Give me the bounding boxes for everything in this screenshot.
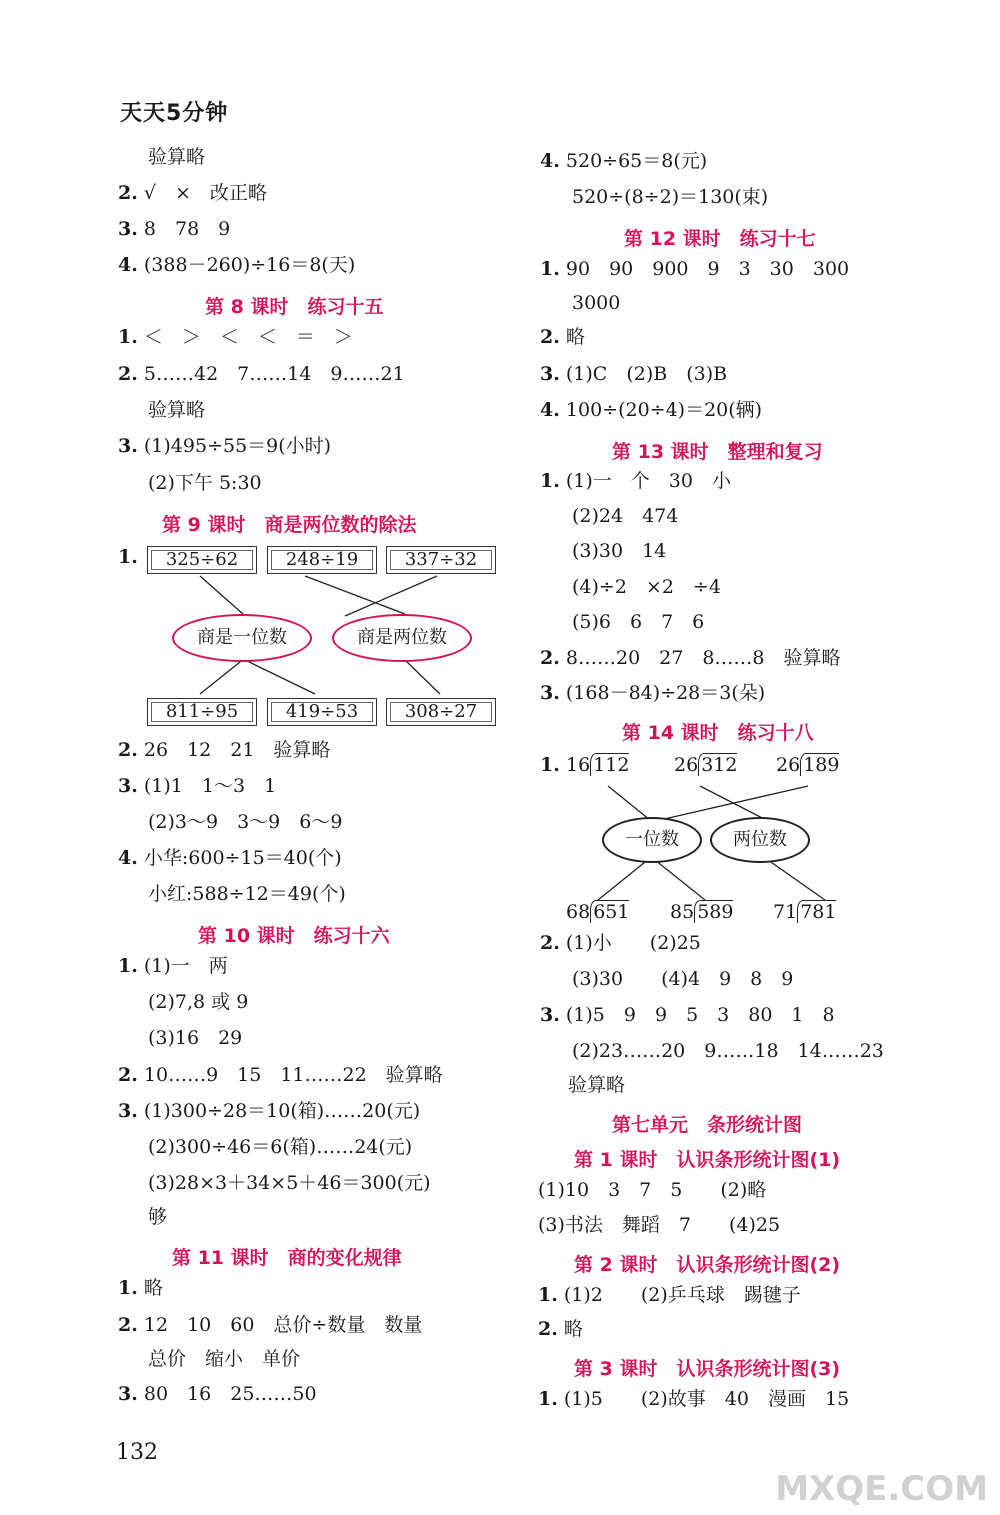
answer-line: (3)16 29 bbox=[148, 1027, 243, 1049]
answer-text: ＜ ＞ ＜ ＜ ＝ ＞ bbox=[143, 326, 353, 348]
item-number: 1. bbox=[118, 1277, 138, 1299]
answer-text: (1)300÷28＝10(箱)……20(元) bbox=[143, 1100, 421, 1122]
lesson-heading: 第 3 课时 认识条形统计图(3) bbox=[574, 1358, 841, 1380]
expression-box: 811÷95 bbox=[147, 698, 257, 726]
item-number: 3. bbox=[118, 1100, 138, 1122]
answer-text: (1)495÷55＝9(小时) bbox=[143, 435, 332, 457]
expression-box: 308÷27 bbox=[386, 698, 496, 726]
item-number: 3. bbox=[118, 1383, 138, 1405]
answer-line: (2)3～9 3～9 6～9 bbox=[148, 811, 343, 833]
lesson-heading: 第 12 课时 练习十七 bbox=[624, 228, 816, 250]
item-number: 3. bbox=[540, 363, 560, 385]
answer-line: 够 bbox=[148, 1206, 168, 1228]
item-number: 2. bbox=[540, 326, 560, 348]
answer-line: (5)6 6 7 6 bbox=[572, 611, 705, 633]
expression-box: 325÷62 bbox=[147, 546, 257, 574]
item-number: 3. bbox=[540, 682, 560, 704]
answer-line bbox=[540, 934, 701, 953]
answer-line: (4)÷2 ×2 ÷4 bbox=[572, 576, 721, 598]
item-number: 2. bbox=[540, 647, 560, 669]
lesson-heading: 第 1 课时 认识条形统计图(1) bbox=[574, 1149, 841, 1171]
divisor: 85 bbox=[670, 901, 695, 923]
divisor: 71 bbox=[773, 901, 798, 923]
answer-text: 12 10 60 总价÷数量 数量 bbox=[143, 1314, 423, 1336]
unit-heading: 第七单元 条形统计图 bbox=[612, 1114, 803, 1136]
answer-line: (3)30 (4)4 9 8 9 bbox=[572, 968, 794, 990]
dividend: 312 bbox=[698, 753, 737, 776]
dividend: 781 bbox=[797, 900, 836, 923]
answer-text: (1)5 9 9 5 3 80 1 8 bbox=[565, 1004, 835, 1026]
answer-line: 验算略 bbox=[148, 399, 206, 421]
answer-line: (1)10 3 7 5 (2)略 bbox=[538, 1179, 767, 1201]
category-oval: 一位数 bbox=[602, 817, 702, 863]
answer-line bbox=[538, 1286, 801, 1305]
item-number: 3. bbox=[118, 218, 138, 240]
category-oval: 两位数 bbox=[710, 817, 810, 863]
item-number: 1. bbox=[118, 955, 138, 977]
item-number: 2. bbox=[540, 932, 560, 954]
item-number: 2. bbox=[118, 739, 138, 761]
answer-text: 略 bbox=[143, 1277, 163, 1299]
divisor: 68 bbox=[566, 901, 591, 923]
answer-text: (1)小 (2)25 bbox=[565, 932, 701, 954]
dividend: 189 bbox=[800, 753, 839, 776]
item-number: 1. bbox=[540, 754, 560, 776]
item-number: 2. bbox=[118, 1314, 138, 1336]
answer-line: 验算略 bbox=[568, 1074, 626, 1096]
item-number: 2. bbox=[118, 182, 138, 204]
answer-text: 小华:600÷15＝40(个) bbox=[143, 847, 342, 869]
answer-line bbox=[538, 1320, 583, 1339]
expression-box: 248÷19 bbox=[267, 546, 377, 574]
answer-text: (1)一 个 30 小 bbox=[565, 470, 731, 492]
long-division bbox=[773, 901, 836, 923]
divisor: 26 bbox=[776, 754, 801, 776]
dividend: 651 bbox=[590, 900, 629, 923]
answer-text: 100÷(20÷4)＝20(辆) bbox=[565, 399, 763, 421]
item-number: 4. bbox=[118, 847, 138, 869]
answer-text: 5……42 7……14 9……21 bbox=[143, 363, 405, 385]
answer-line: 3000 bbox=[572, 292, 621, 314]
answer-text: 80 16 25……50 bbox=[143, 1383, 317, 1405]
answer-line: (3)30 14 bbox=[572, 540, 667, 562]
item-number: 3. bbox=[540, 1004, 560, 1026]
answer-line: (3)28×3＋34×5＋46＝300(元) bbox=[148, 1172, 431, 1194]
answer-text: 10……9 15 11……22 验算略 bbox=[143, 1064, 443, 1086]
item-number: 2. bbox=[118, 363, 138, 385]
answer-text: √ × 改正略 bbox=[143, 182, 267, 204]
answer-text: 略 bbox=[563, 1318, 583, 1340]
category-oval: 商是两位数 bbox=[332, 614, 472, 662]
answer-line: (2)7,8 或 9 bbox=[148, 991, 249, 1013]
answer-text: 520÷65＝8(元) bbox=[565, 150, 708, 172]
answer-text: 26 12 21 验算略 bbox=[143, 739, 331, 761]
item-number: 1. bbox=[538, 1284, 558, 1306]
item-number: 3. bbox=[118, 775, 138, 797]
page-header-title: 天天5分钟 bbox=[120, 101, 229, 126]
answer-line bbox=[538, 1390, 849, 1409]
answer-text: 略 bbox=[565, 326, 585, 348]
answer-text: 8 78 9 bbox=[143, 218, 231, 240]
answer-line: (2)300÷46＝6(箱)……24(元) bbox=[148, 1136, 413, 1158]
item-number: 1. bbox=[538, 1388, 558, 1410]
answer-text: (1)C (2)B (3)B bbox=[565, 363, 728, 385]
dividend: 589 bbox=[694, 900, 733, 923]
divisor: 16 bbox=[566, 754, 591, 776]
answer-line bbox=[540, 1006, 835, 1025]
lesson-heading: 第 11 课时 商的变化规律 bbox=[172, 1247, 402, 1269]
answer-line: (3)书法 舞蹈 7 (4)25 bbox=[538, 1214, 781, 1236]
lesson-heading: 第 13 课时 整理和复习 bbox=[612, 441, 823, 463]
category-oval: 商是一位数 bbox=[172, 614, 312, 662]
answer-text: 8……20 27 8……8 验算略 bbox=[565, 647, 841, 669]
watermark-logo: MXQE.COM bbox=[775, 1469, 988, 1509]
answer-line: 验算略 bbox=[148, 146, 206, 168]
lesson-heading: 第 2 课时 认识条形统计图(2) bbox=[574, 1254, 841, 1276]
item-number: 2. bbox=[538, 1318, 558, 1340]
answer-text: (168－84)÷28＝3(朵) bbox=[565, 682, 766, 704]
item-number: 1. bbox=[540, 470, 560, 492]
item-number: 1. bbox=[118, 546, 138, 568]
item-number: 1. bbox=[540, 258, 560, 280]
answer-line: (2)下午 5:30 bbox=[148, 472, 262, 494]
lesson-heading: 第 14 课时 练习十八 bbox=[622, 722, 814, 744]
item-number: 4. bbox=[118, 254, 138, 276]
long-division bbox=[566, 901, 629, 923]
answer-line: 520÷(8÷2)＝130(束) bbox=[572, 186, 769, 208]
expression-box: 337÷32 bbox=[386, 546, 496, 574]
lesson-heading: 第 10 课时 练习十六 bbox=[198, 925, 390, 947]
answer-line: (2)24 474 bbox=[572, 505, 679, 527]
answer-text: (388－260)÷16＝8(天) bbox=[143, 254, 356, 276]
lesson-heading: 第 9 课时 商是两位数的除法 bbox=[162, 514, 417, 536]
answer-text: 90 90 900 9 3 30 300 bbox=[565, 258, 850, 280]
item-number: 3. bbox=[118, 435, 138, 457]
page-number: 132 bbox=[116, 1440, 158, 1465]
answer-line: (2)23……20 9……18 14……23 bbox=[572, 1040, 884, 1062]
answer-line: 总价 缩小 单价 bbox=[148, 1348, 301, 1370]
answer-text: (1)2 (2)乒乓球 踢毽子 bbox=[563, 1284, 801, 1306]
expression-box: 419÷53 bbox=[267, 698, 377, 726]
item-number: 4. bbox=[540, 399, 560, 421]
item-number: 1. bbox=[118, 326, 138, 348]
answer-text: (1)一 两 bbox=[143, 955, 228, 977]
answer-text: (1)5 (2)故事 40 漫画 15 bbox=[563, 1388, 850, 1410]
item-number: 4. bbox=[540, 150, 560, 172]
divisor: 26 bbox=[674, 754, 699, 776]
long-division bbox=[670, 901, 733, 923]
answer-line: 小红:588÷12＝49(个) bbox=[148, 883, 346, 905]
answer-text: (1)1 1～3 1 bbox=[143, 775, 277, 797]
item-number: 2. bbox=[118, 1064, 138, 1086]
lesson-heading: 第 8 课时 练习十五 bbox=[205, 296, 384, 318]
dividend: 112 bbox=[590, 753, 629, 776]
